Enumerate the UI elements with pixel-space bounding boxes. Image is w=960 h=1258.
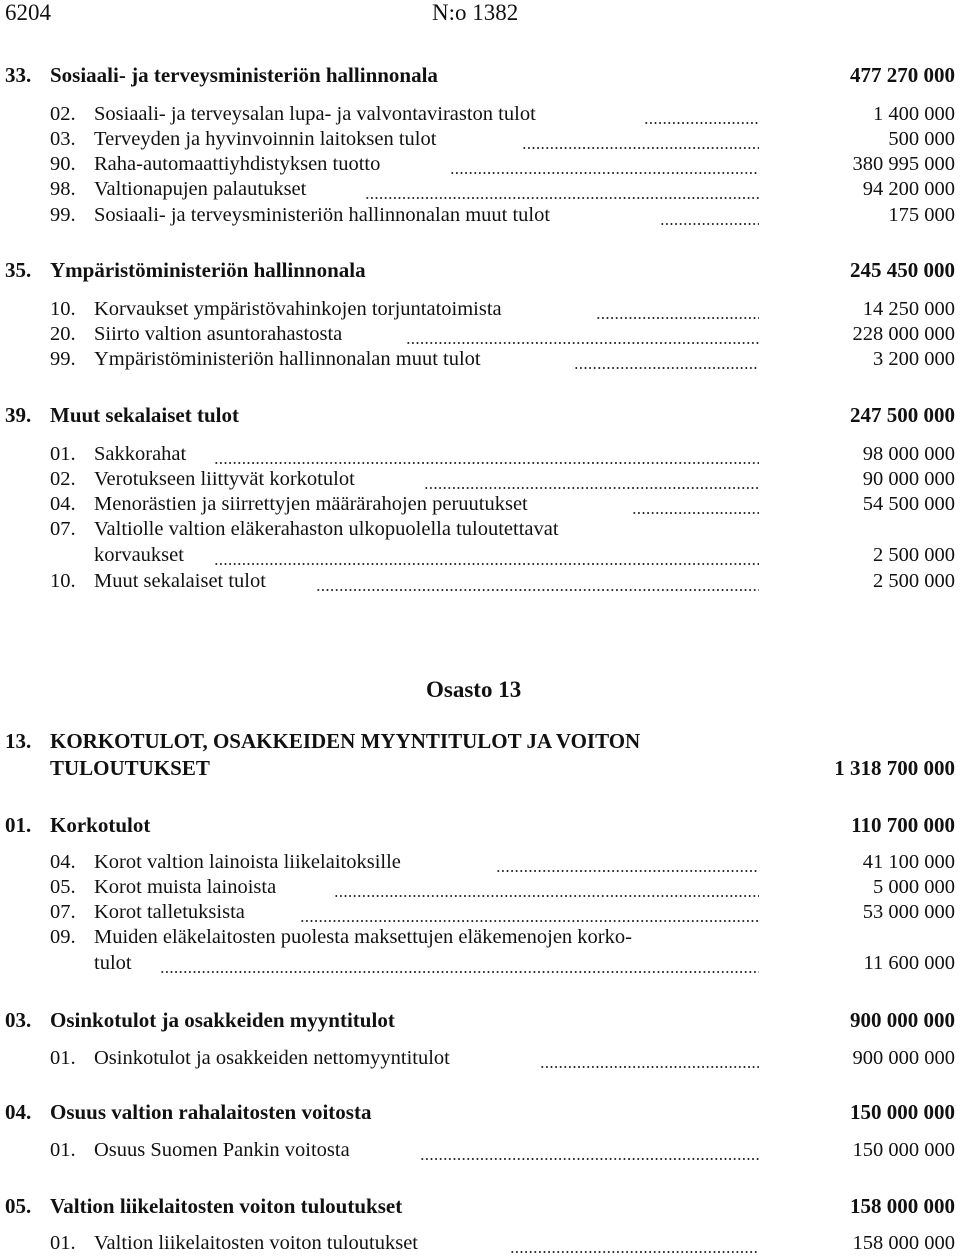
- item-number: 02.: [50, 468, 76, 490]
- item-number: 99.: [50, 204, 76, 226]
- item-amount: 5 000 000: [873, 876, 955, 898]
- section-heading: [0, 813, 960, 839]
- item-text: Osinkotulot ja osakkeiden nettomyyntitulot: [94, 1047, 450, 1069]
- item-amount: 158 000 000: [852, 1232, 955, 1254]
- section-title: Muut sekalaiset tulot: [50, 403, 239, 427]
- dot-leader: [214, 461, 759, 465]
- section-number: 01.: [5, 813, 32, 837]
- list-item: [0, 1047, 960, 1073]
- item-number: 99.: [50, 348, 76, 370]
- item-number: 03.: [50, 128, 76, 150]
- item-number: 90.: [50, 153, 76, 175]
- dot-leader: [365, 196, 759, 200]
- item-number: 01.: [50, 1139, 76, 1161]
- page-number: 6204: [5, 0, 51, 25]
- list-item: [0, 323, 960, 349]
- item-amount: 228 000 000: [852, 323, 955, 345]
- item-amount: 2 500 000: [873, 570, 955, 592]
- item-number: 20.: [50, 323, 76, 345]
- item-text: Sakkorahat: [94, 443, 187, 465]
- list-item: [0, 153, 960, 179]
- list-item: [0, 128, 960, 154]
- item-number: 98.: [50, 178, 76, 200]
- item-text: Korvaukset ympäristövahinkojen torjuntatoimista: [94, 298, 502, 320]
- list-item: [0, 1139, 960, 1165]
- item-amount: 1 400 000: [873, 103, 955, 125]
- section-heading: [0, 258, 960, 284]
- dot-leader: [450, 171, 759, 175]
- item-text: Valtionapujen palautukset: [94, 178, 307, 200]
- item-text-continued: tulot: [94, 952, 132, 974]
- main-title-line2: TULOUTUKSET: [50, 756, 210, 780]
- list-item: [0, 570, 960, 596]
- list-item: [0, 851, 960, 877]
- section-title: Osuus valtion rahalaitosten voitosta: [50, 1100, 372, 1124]
- section-total: 150 000 000: [850, 1100, 955, 1124]
- section-heading: [0, 1194, 960, 1220]
- item-amount: 54 500 000: [862, 493, 955, 515]
- dot-leader: [632, 511, 759, 515]
- section-total: 247 500 000: [850, 403, 955, 427]
- section-total: 110 700 000: [851, 813, 955, 837]
- dot-leader: [660, 222, 759, 226]
- dot-leader: [574, 366, 759, 370]
- item-text: Verotukseen liittyvät korkotulot: [94, 468, 355, 490]
- item-text: Korot muista lainoista: [94, 876, 277, 898]
- list-item: [0, 926, 960, 978]
- section-number: 35.: [5, 258, 32, 282]
- item-number: 02.: [50, 103, 76, 125]
- section-title: Sosiaali- ja terveysministeriön hallinnonala: [50, 63, 438, 87]
- dot-leader: [334, 894, 759, 898]
- item-text: Raha-automaattiyhdistyksen tuotto: [94, 153, 381, 175]
- item-number: 07.: [50, 518, 76, 540]
- list-item: [0, 178, 960, 204]
- item-text: Valtiolle valtion eläkerahaston ulkopuolella tuloutettavat: [94, 518, 559, 540]
- item-number: 04.: [50, 851, 76, 873]
- dot-leader: [596, 316, 759, 320]
- list-item: [0, 493, 960, 519]
- dot-leader: [496, 869, 759, 873]
- section-total: 477 270 000: [850, 63, 955, 87]
- dot-leader: [424, 486, 759, 490]
- item-amount: 94 200 000: [862, 178, 955, 200]
- dot-leader: [316, 588, 759, 592]
- dot-leader: [160, 970, 759, 974]
- item-amount: 90 000 000: [862, 468, 955, 490]
- item-amount: 98 000 000: [862, 443, 955, 465]
- item-text: Ympäristöministeriön hallinnonalan muut tulot: [94, 348, 481, 370]
- dot-leader: [214, 562, 759, 566]
- section-total: 245 450 000: [850, 258, 955, 282]
- item-amount: 900 000 000: [852, 1047, 955, 1069]
- item-amount: 14 250 000: [862, 298, 955, 320]
- section-title: Valtion liikelaitosten voiton tuloutukset: [50, 1194, 403, 1218]
- main-title-number: 13.: [5, 729, 32, 753]
- section-number: 33.: [5, 63, 32, 87]
- item-amount: 2 500 000: [873, 544, 955, 566]
- part-heading: Osasto 13: [426, 677, 522, 702]
- item-number: 01.: [50, 443, 76, 465]
- item-text: Sosiaali- ja terveysalan lupa- ja valvontaviraston tulot: [94, 103, 536, 125]
- section-total: 158 000 000: [850, 1194, 955, 1218]
- list-item: [0, 348, 960, 374]
- item-number: 05.: [50, 876, 76, 898]
- list-item: [0, 876, 960, 902]
- item-text: Terveyden ja hyvinvoinnin laitoksen tulot: [94, 128, 437, 150]
- dot-leader: [420, 1157, 759, 1161]
- item-text: Muut sekalaiset tulot: [94, 570, 266, 592]
- dot-leader: [540, 1065, 759, 1069]
- dot-leader: [644, 121, 759, 125]
- section-title: Ympäristöministeriön hallinnonala: [50, 258, 366, 282]
- item-amount: 11 600 000: [863, 952, 955, 974]
- section-number: 05.: [5, 1194, 32, 1218]
- main-title-line1: KORKOTULOT, OSAKKEIDEN MYYNTITULOT JA VOITON: [50, 729, 641, 753]
- list-item: [0, 468, 960, 494]
- item-text: Osuus Suomen Pankin voitosta: [94, 1139, 350, 1161]
- item-number: 10.: [50, 570, 76, 592]
- item-amount: 41 100 000: [862, 851, 955, 873]
- item-amount: 380 995 000: [852, 153, 955, 175]
- section-number: 39.: [5, 403, 32, 427]
- dot-leader: [522, 146, 759, 150]
- list-item: [0, 298, 960, 324]
- list-item: [0, 518, 960, 570]
- section-heading: [0, 1100, 960, 1126]
- list-item: [0, 443, 960, 469]
- item-number: 01.: [50, 1047, 76, 1069]
- section-number: 03.: [5, 1008, 32, 1032]
- item-number: 10.: [50, 298, 76, 320]
- item-amount: 3 200 000: [873, 348, 955, 370]
- section-heading: [0, 403, 960, 429]
- list-item: [0, 103, 960, 129]
- item-amount: 53 000 000: [862, 901, 955, 923]
- item-number: 09.: [50, 926, 76, 948]
- section-heading: [0, 63, 960, 89]
- item-text: Menorästien ja siirrettyjen määrärahojen peruutukset: [94, 493, 528, 515]
- document-number: N:o 1382: [432, 0, 519, 25]
- dot-leader: [406, 341, 759, 345]
- item-number: 01.: [50, 1232, 76, 1254]
- item-amount: 150 000 000: [852, 1139, 955, 1161]
- item-text: Muiden eläkelaitosten puolesta maksettujen eläkemenojen korko-: [94, 926, 632, 948]
- item-text-continued: korvaukset: [94, 544, 184, 566]
- item-amount: 500 000: [888, 128, 955, 150]
- item-number: 07.: [50, 901, 76, 923]
- item-text: Korot talletuksista: [94, 901, 245, 923]
- item-amount: 175 000: [888, 204, 955, 226]
- section-title: Osinkotulot ja osakkeiden myyntitulot: [50, 1008, 395, 1032]
- item-text: Siirto valtion asuntorahastosta: [94, 323, 343, 345]
- main-title-total: 1 318 700 000: [834, 756, 955, 780]
- item-text: Sosiaali- ja terveysministeriön hallinnonalan muut tulot: [94, 204, 551, 226]
- dot-leader: [300, 919, 759, 923]
- list-item: [0, 1232, 960, 1258]
- item-text: Korot valtion lainoista liikelaitoksille: [94, 851, 401, 873]
- dot-leader: [510, 1250, 759, 1254]
- section-title: Korkotulot: [50, 813, 151, 837]
- section-number: 04.: [5, 1100, 32, 1124]
- section-heading: [0, 1008, 960, 1034]
- list-item: [0, 204, 960, 230]
- item-number: 04.: [50, 493, 76, 515]
- list-item: [0, 901, 960, 927]
- section-total: 900 000 000: [850, 1008, 955, 1032]
- item-text: Valtion liikelaitosten voiton tuloutukset: [94, 1232, 418, 1254]
